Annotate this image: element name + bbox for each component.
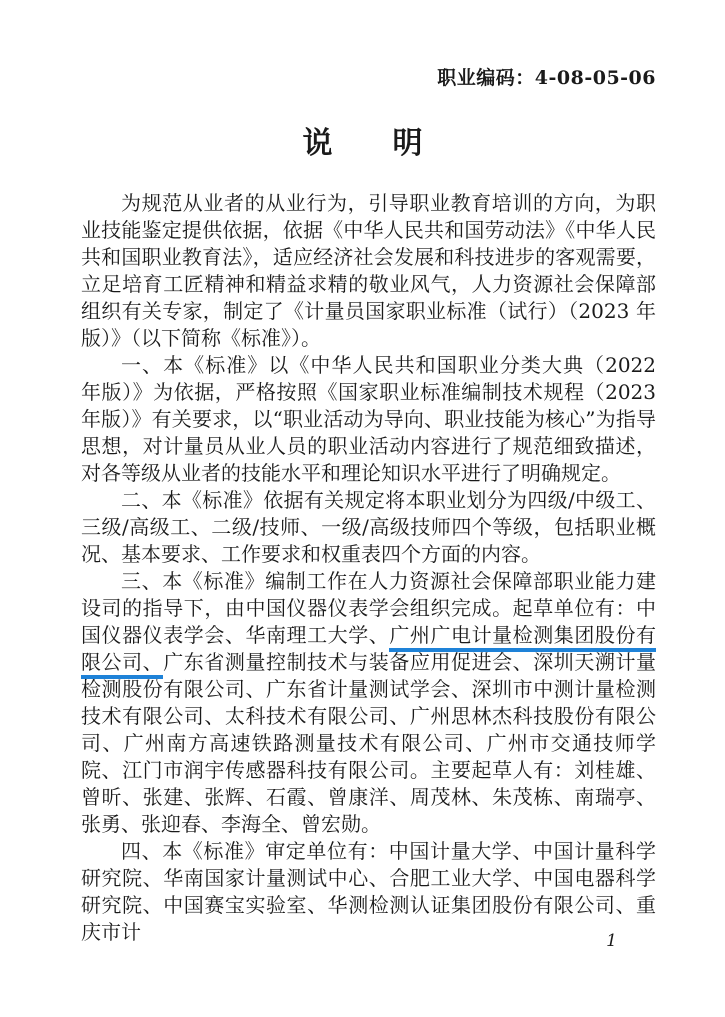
paragraph-item-2: 二、本《标准》依据有关规定将本职业划分为四级/中级工、三级/高级工、二级/技师、一级/高级技师四个等级，包括职业概况、基本要求、工作要求和权重表四个方面的内容。	[81, 488, 656, 566]
paragraph-item-1: 一、本《标准》以《中华人民共和国职业分类大典（2022 年版）》为依据，严格按照《国家职业标准编制技术规程（2023 年版）》有关要求，以“职业活动为导向、职业技能为核心”为指导思想，对计量员从业人员的职业活动内容进行了规范细致描述，对各等级从业者的技能水平和理论知识水平进行了明确规定。	[81, 353, 656, 485]
underline-annotation: 广州广电计量检测集团股份有限公司、	[81, 623, 656, 679]
occupation-code: 职业编码：4-08-05-06	[437, 67, 656, 89]
paragraph-item-4: 四、本《标准》审定单位有：中国计量大学、中国计量科学研究院、华南国家计量测试中心、合肥工业大学、中国电器科学研究院、中国赛宝实验室、华测检测认证集团股份有限公司、重庆市计	[81, 839, 656, 944]
paragraph-intro: 为规范从业者的从业行为，引导职业教育培训的方向，为职业技能鉴定提供依据，依据《中华人民共和国劳动法》《中华人民共和国职业教育法》，适应经济社会发展和科技进步的客观需要，立足培育工匠精神和精益求精的敬业风气，人力资源社会保障部组织有关专家，制定了《计量员国家职业标准（试行）（2023 年版）》（以下简称《标准》）。	[81, 191, 656, 350]
document-title: 说 明	[302, 126, 423, 161]
paragraph-item-3-before: 三、本《标准》编制工作在人力资源社会保障部职业能力建设司的指导下，由中国仪器仪表学会组织完成。起草单位有：中国仪器仪表学会、华南理工大学、	[81, 569, 656, 647]
document-body	[81, 190, 656, 946]
paragraph-item-3-after: 广东省测量控制技术与装备应用促进会、深圳天溯计量检测股份有限公司、广东省计量测试学会、深圳市中测计量检测技术有限公司、太科技术有限公司、广州思林杰科技股份有限公司、广州南方高速铁路测量技术有限公司、广州市交通技师学院、江门市润宇传感器科技有限公司。主要起草人有：刘桂雄、曾昕、张建、张辉、石霞、曾康洋、周茂林、朱茂栋、南瑞亭、张勇、张迎春、李海全、曾宏勋。	[81, 650, 657, 836]
paragraph-item-3	[81, 568, 656, 838]
page-number: 1	[606, 931, 617, 951]
